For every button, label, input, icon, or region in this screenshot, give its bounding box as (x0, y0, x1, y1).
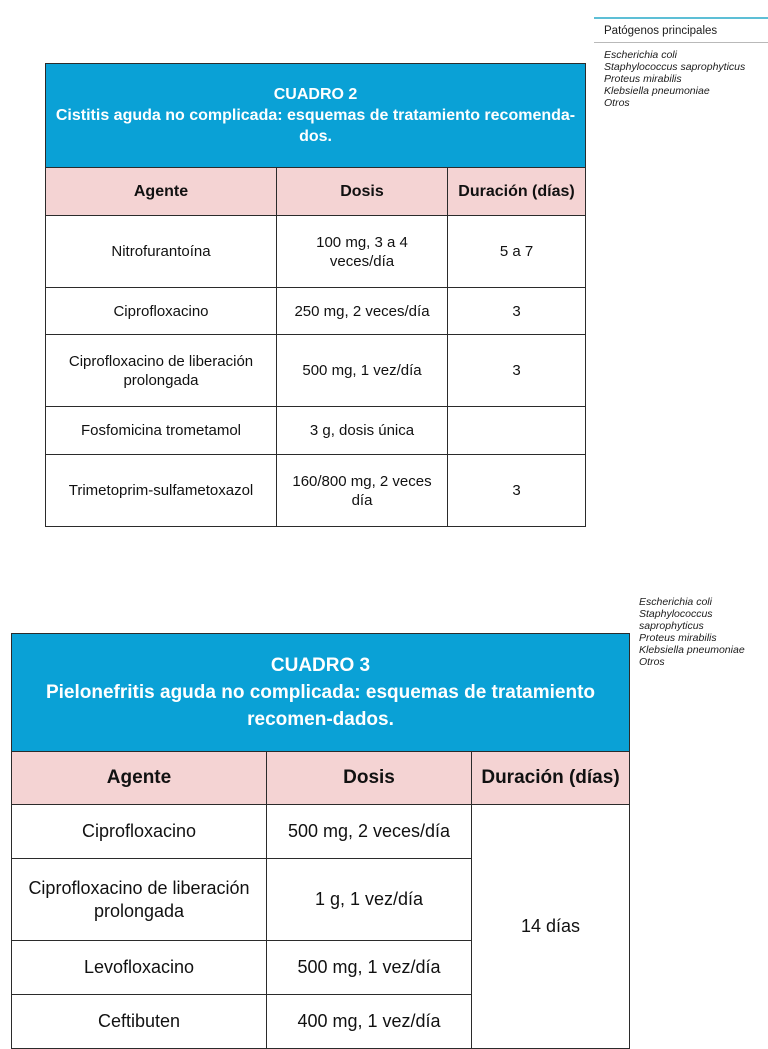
agente-cell: Ciprofloxacino (46, 288, 277, 335)
dosis-cell: 400 mg, 1 vez/día (267, 995, 472, 1049)
column-header-duracion: Duración (días) (448, 168, 586, 216)
cuadro-2-table (45, 63, 586, 527)
dosis-cell: 100 mg, 3 a 4 veces/día (277, 216, 448, 288)
agente-cell: Ciprofloxacino (12, 805, 267, 859)
pathogen-item: Staphylococcus saprophyticus (639, 608, 713, 632)
dosis-cell: 1 g, 1 vez/día (267, 859, 472, 941)
dosis-cell: 3 g, dosis única (277, 407, 448, 455)
duracion-cell: 3 (448, 335, 586, 407)
column-header-dosis: Dosis (277, 168, 448, 216)
cuadro-3-title: CUADRO 3 (270, 655, 371, 676)
pathogens-panel-top (594, 17, 768, 109)
dosis-cell: 250 mg, 2 veces/día (277, 288, 448, 335)
column-header-agente: Agente (46, 168, 277, 216)
cuadro-3-table (11, 633, 630, 1049)
pathogen-item: Staphylococcus saprophyticus (604, 61, 746, 73)
column-header-agente: Agente (12, 752, 267, 805)
agente-cell: Nitrofurantoína (46, 216, 277, 288)
cuadro-3-subtitle: Pielonefritis aguda no complicada: esquemas de tratamiento recomen-dados. (45, 682, 596, 730)
pathogen-item: Otros (604, 97, 630, 109)
duracion-cell (448, 407, 586, 455)
cuadro-3-caption (12, 634, 630, 752)
table-row (46, 407, 586, 455)
duracion-cell: 5 a 7 (448, 216, 586, 288)
table-row (46, 216, 586, 288)
dosis-cell: 160/800 mg, 2 veces día (277, 455, 448, 527)
pathogens-panel-title: Patógenos principales (594, 17, 768, 43)
pathogen-item: Escherichia coli (639, 596, 712, 608)
agente-cell: Trimetoprim-sulfametoxazol (46, 455, 277, 527)
table-row (46, 335, 586, 407)
agente-cell: Ceftibuten (12, 995, 267, 1049)
pathogen-item: Klebsiella pneumoniae (604, 85, 710, 97)
dosis-cell: 500 mg, 1 vez/día (267, 941, 472, 995)
agente-cell: Ciprofloxacino de liberación prolongada (46, 335, 277, 407)
cuadro-2-caption (46, 64, 586, 168)
table-row (12, 805, 630, 859)
pathogen-item: Klebsiella pneumoniae (639, 644, 745, 656)
column-header-dosis: Dosis (267, 752, 472, 805)
column-header-duracion: Duración (días) (472, 752, 630, 805)
pathogen-item: Proteus mirabilis (639, 632, 717, 644)
dosis-cell: 500 mg, 2 veces/día (267, 805, 472, 859)
pathogen-item: Otros (639, 656, 665, 668)
pathogen-item: Escherichia coli (604, 49, 677, 61)
pathogens-panel-bottom (629, 596, 768, 668)
cuadro-2-title: CUADRO 2 (273, 86, 358, 103)
agente-cell: Fosfomicina trometamol (46, 407, 277, 455)
table-row (46, 288, 586, 335)
duracion-merged-cell: 14 días (472, 805, 630, 1049)
table-row (46, 455, 586, 527)
agente-cell: Ciprofloxacino de liberación prolongada (12, 859, 267, 941)
duracion-cell: 3 (448, 455, 586, 527)
cuadro-2-subtitle: Cistitis aguda no complicada: esquemas de tratamiento recomenda-dos. (55, 107, 576, 145)
agente-cell: Levofloxacino (12, 941, 267, 995)
dosis-cell: 500 mg, 1 vez/día (277, 335, 448, 407)
pathogen-item: Proteus mirabilis (604, 73, 682, 85)
duracion-cell: 3 (448, 288, 586, 335)
